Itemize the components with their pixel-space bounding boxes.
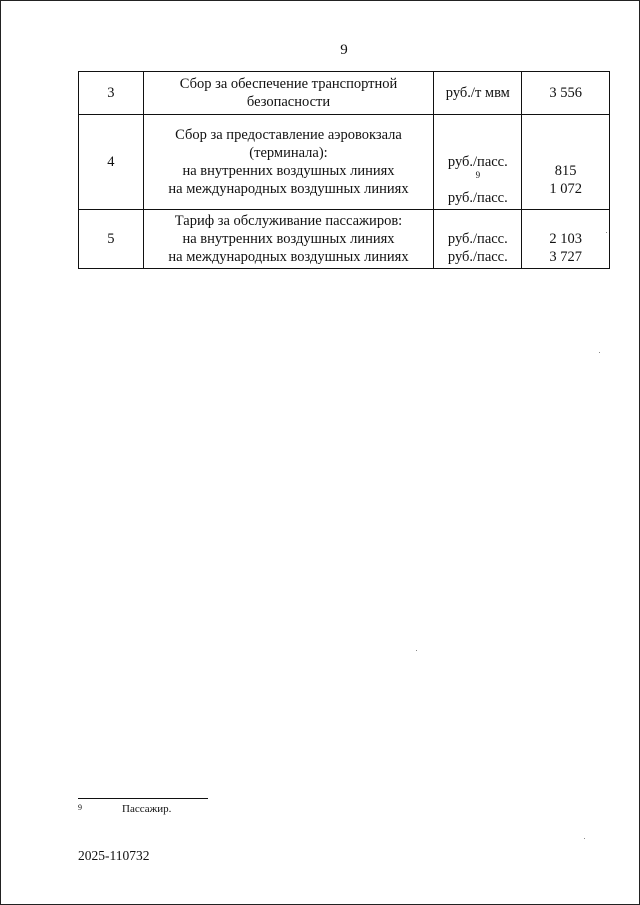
row-unit-cell: [434, 72, 522, 115]
row-unit-line: руб./пасс.: [447, 190, 508, 206]
table-row: [79, 72, 610, 115]
row-name-line: (терминала):: [249, 145, 328, 161]
row-name-line: на международных воздушных линиях: [168, 249, 409, 265]
row-number-cell: [79, 210, 144, 269]
footnote-text: Пассажир.: [122, 803, 172, 815]
row-unit-cell: [434, 115, 522, 210]
row-unit-line: руб./пасс.: [447, 231, 508, 247]
table-row: [79, 115, 610, 210]
row-name-cell: [143, 210, 434, 269]
row-number: 3: [107, 85, 115, 101]
row-value-line: 815: [554, 163, 577, 179]
row-number: 5: [107, 231, 115, 247]
footnote-reference: 9: [475, 170, 481, 181]
row-value-line: 3 727: [549, 249, 582, 265]
row-value-cell: [522, 115, 610, 210]
footnote-divider: [78, 798, 208, 799]
row-value-line: 1 072: [549, 181, 582, 197]
tariff-table: [78, 71, 610, 269]
footnote: [78, 803, 171, 815]
scan-speck: [416, 650, 417, 651]
footnote-mark: 9: [78, 803, 82, 812]
row-name-cell: [143, 72, 434, 115]
row-value-line: 2 103: [549, 231, 582, 247]
row-name-line: Тариф за обслуживание пассажиров:: [174, 213, 403, 229]
row-name-line: Сбор за предоставление аэровокзала: [175, 127, 402, 143]
page-number: 9: [340, 42, 348, 58]
scan-speck: [606, 232, 607, 233]
document-code: 2025-110732: [78, 848, 150, 863]
row-number-cell: [79, 72, 144, 115]
scan-speck: [584, 838, 585, 839]
row-unit-line: руб./пасс.: [447, 249, 508, 265]
row-name-line: безопасности: [246, 94, 331, 110]
table-row: [79, 210, 610, 269]
row-name-line: на международных воздушных линиях: [168, 181, 409, 197]
row-number: 4: [107, 154, 115, 170]
row-name-line: Сбор за обеспечение транспортной: [179, 76, 398, 92]
row-unit-cell: [434, 210, 522, 269]
row-unit-line: руб./пасс. $^9$: [447, 154, 508, 181]
row-value-cell: [522, 210, 610, 269]
row-name-line: на внутренних воздушных линиях: [182, 231, 395, 247]
row-name-cell: [143, 115, 434, 210]
row-number-cell: [79, 115, 144, 210]
scan-speck: [599, 352, 600, 353]
row-name-line: на внутренних воздушных линиях: [182, 163, 395, 179]
row-unit-line: руб./т мвм: [445, 85, 510, 101]
row-value-line: 3 556: [549, 85, 582, 101]
row-value-cell: [522, 72, 610, 115]
